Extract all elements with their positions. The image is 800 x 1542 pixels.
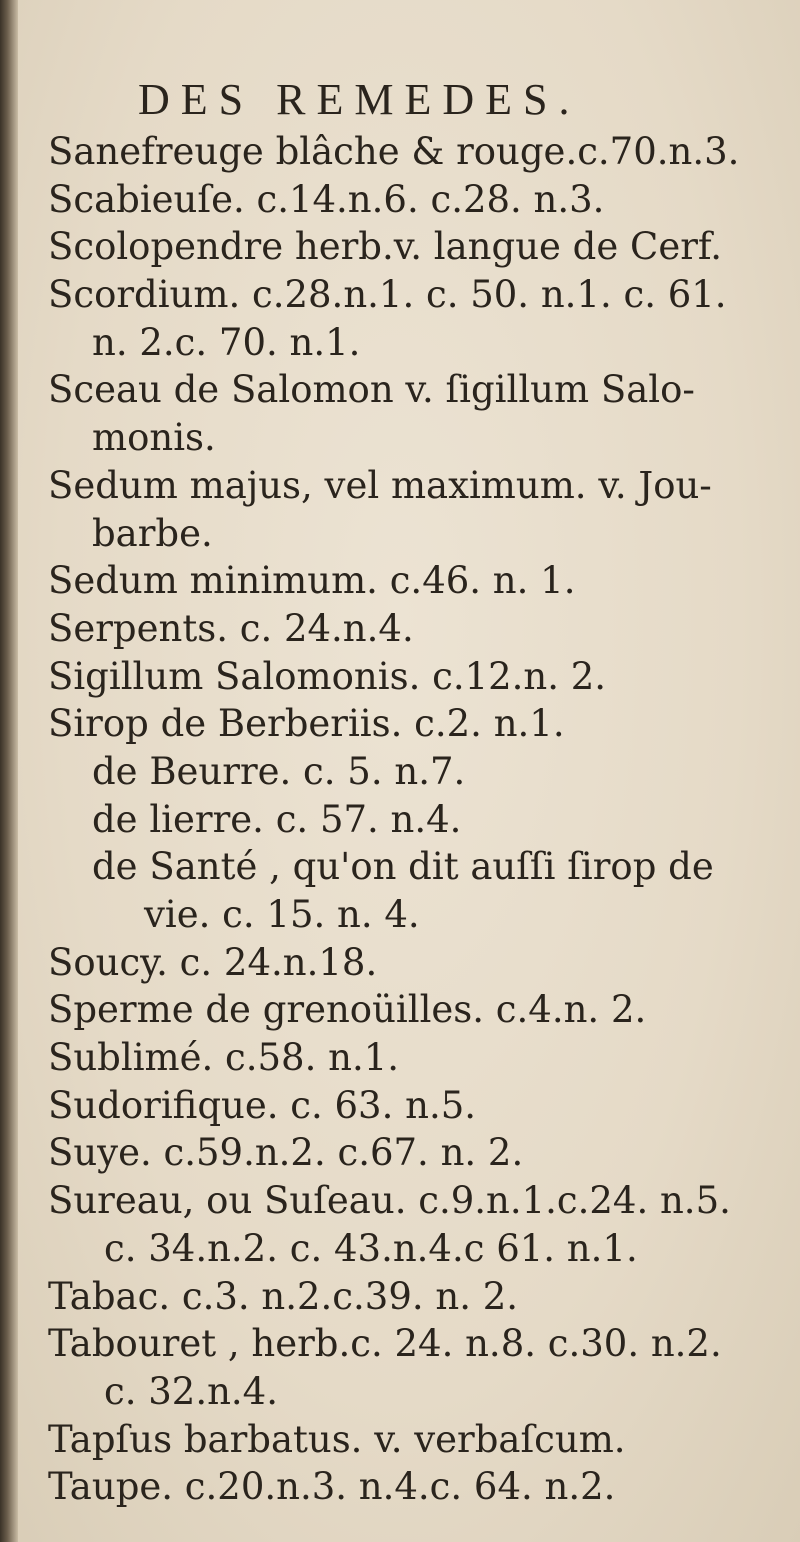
index-line: barbe. bbox=[92, 511, 213, 555]
index-line: monis. bbox=[92, 416, 216, 460]
index-line: Tapſus barbatus. v. verbaſcum. bbox=[48, 1417, 626, 1461]
index-line: Sedum minimum. c.46. n. 1. bbox=[48, 559, 576, 603]
index-line: Soucy. c. 24.n.18. bbox=[48, 940, 378, 984]
index-entries bbox=[48, 128, 768, 1511]
page-spine-shadow bbox=[0, 0, 18, 1542]
index-line: Sirop de Berberiis. c.2. n.1. bbox=[48, 702, 565, 746]
index-line: Suye. c.59.n.2. c.67. n. 2. bbox=[48, 1131, 524, 1175]
index-line: n. 2.c. 70. n.1. bbox=[92, 320, 361, 364]
index-line: Sureau, ou Suſeau. c.9.n.1.c.24. n.5. bbox=[48, 1179, 731, 1223]
index-line: Tabouret , herb.c. 24. n.8. c.30. n.2. bbox=[48, 1322, 722, 1366]
index-line: Sublimé. c.58. n.1. bbox=[48, 1036, 400, 1080]
index-line: Sperme de grenoüilles. c.4.n. 2. bbox=[48, 988, 647, 1032]
index-line: Scabieuſe. c.14.n.6. c.28. n.3. bbox=[48, 177, 605, 221]
index-line: Tabac. c.3. n.2.c.39. n. 2. bbox=[48, 1274, 519, 1318]
index-line: Sudorifique. c. 63. n.5. bbox=[48, 1083, 477, 1127]
index-line: Sceau de Salomon v. ſigillum Salo- bbox=[48, 368, 695, 412]
index-line: Sigillum Salomonis. c.12.n. 2. bbox=[48, 654, 607, 698]
index-line: Scolopendre herb.v. langue de Cerf. bbox=[48, 225, 723, 269]
index-line: de lierre. c. 57. n.4. bbox=[92, 797, 462, 841]
index-line: Sanefreuge blâche & rouge.c.70.n.3. bbox=[48, 130, 740, 173]
index-line: Scordium. c.28.n.1. c. 50. n.1. c. 61. bbox=[48, 273, 727, 317]
index-line: Serpents. c. 24.n.4. bbox=[48, 606, 414, 650]
index-line: c. 34.n.2. c. 43.n.4.c 61. n.1. bbox=[104, 1226, 638, 1270]
index-line: c. 32.n.4. bbox=[104, 1369, 278, 1413]
index-line: Sedum majus, vel maximum. v. Jou- bbox=[48, 463, 712, 507]
index-line: Taupe. c.20.n.3. n.4.c. 64. n.2. bbox=[48, 1465, 616, 1509]
index-line: de Santé , qu'on dit auſſi ſirop de bbox=[92, 845, 714, 889]
index-line: de Beurre. c. 5. n.7. bbox=[92, 749, 466, 793]
running-header: DES REMEDES. bbox=[138, 75, 581, 124]
index-line: vie. c. 15. n. 4. bbox=[144, 893, 420, 936]
